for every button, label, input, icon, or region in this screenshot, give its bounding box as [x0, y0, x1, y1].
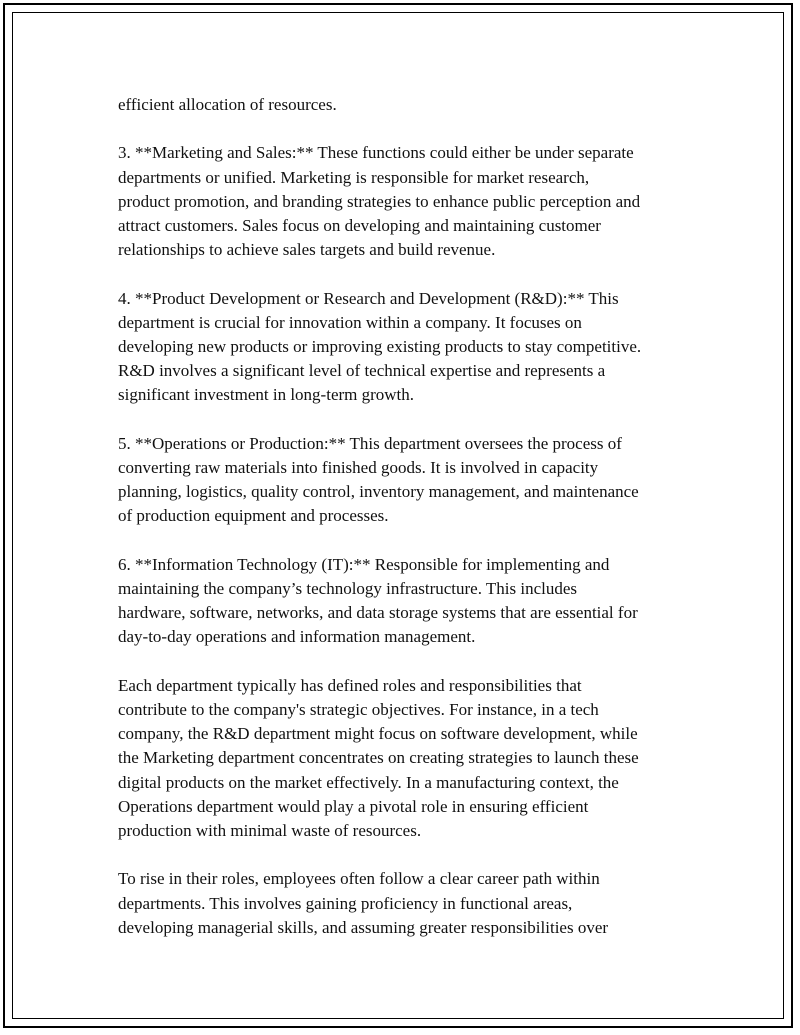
- paragraph-product-development: 4. **Product Development or Research and Development (R&D):** This department is crucial for innovation within a company. It focuses on developing new products or improving existing products to stay competitive. R&D involves a significant level of technical expertise and represents a significant investment in long-term growth.: [118, 288, 642, 405]
- paragraph-department-roles: Each department typically has defined roles and responsibilities that contribute to the company's strategic objectives. For instance, in a tech company, the R&D department might focus on software development, while the Marketing department concentrates on creating strategies to launch these digital products on the market effectively. In a manufacturing context, the Operations department would play a pivotal role in ensuring efficient production with minimal waste of resources.: [118, 675, 639, 841]
- paragraph-resources-continuation: efficient allocation of resources.: [118, 95, 337, 114]
- paragraph-marketing-sales: 3. **Marketing and Sales:** These functions could either be under separate departments or unified. Marketing is responsible for market research, product promotion, and branding strategies to enhance public perception and attract customers. Sales focus on developing and maintaining customer relationships to achieve sales targets and build revenue.: [118, 143, 641, 260]
- paragraph-career-path: To rise in their roles, employees often follow a clear career path within departments. This involves gaining proficiency in functional areas, developing managerial skills, and assuming greater responsibilities over: [118, 869, 609, 937]
- paragraph-information-technology: 6. **Information Technology (IT):** Responsible for implementing and maintaining the company’s technology infrastructure. This includes hardware, software, networks, and data storage systems that are essential for day-to-day operations and information management.: [118, 554, 638, 647]
- paragraph-operations: 5. **Operations or Production:** This department oversees the process of converting raw materials into finished goods. It is involved in capacity planning, logistics, quality control, inventory management, and maintenance of production equipment and processes.: [118, 433, 639, 526]
- document-body: [118, 93, 694, 940]
